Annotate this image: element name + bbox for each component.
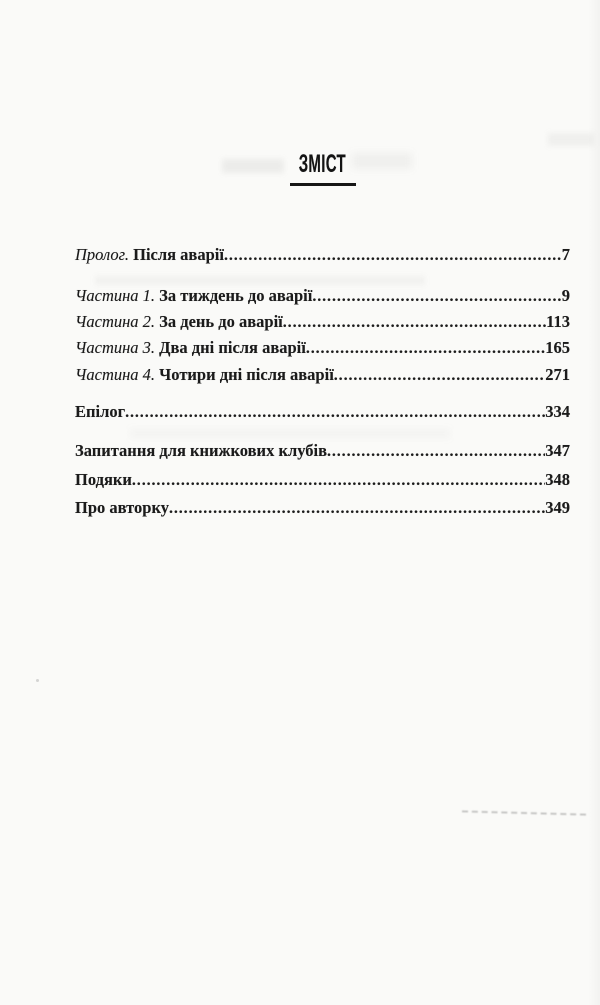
toc-entry-label bbox=[75, 286, 312, 306]
page-title-line bbox=[75, 152, 570, 177]
toc-entry-part-1 bbox=[75, 286, 570, 306]
toc-entry-page: 271 bbox=[545, 365, 570, 384]
toc-entry-label bbox=[75, 312, 283, 332]
toc-entry-book-club-questions bbox=[75, 441, 570, 461]
toc-entry-label bbox=[75, 338, 306, 358]
toc-entry-label-bold: За день до аварії bbox=[155, 312, 283, 331]
dot-leader bbox=[125, 402, 545, 423]
toc-entry-label-italic: Частина 4. bbox=[75, 365, 156, 384]
toc-header bbox=[75, 152, 570, 186]
toc-entry-label-bold: Чотири дні після аварії bbox=[155, 365, 334, 384]
toc-entry-page: 7 bbox=[561, 245, 570, 264]
dot-leader bbox=[306, 338, 545, 359]
dot-leader bbox=[334, 365, 545, 386]
dot-leader bbox=[283, 312, 546, 333]
dot-leader bbox=[312, 286, 561, 307]
toc-entry-page: 113 bbox=[546, 312, 570, 331]
toc-entry-label-bold: Подяки bbox=[75, 470, 132, 489]
dot-leader bbox=[169, 498, 545, 519]
toc-entry-page: 349 bbox=[545, 498, 570, 517]
toc-entry-page: 348 bbox=[545, 470, 570, 489]
dot-leader bbox=[132, 470, 545, 491]
toc-entry-page: 9 bbox=[561, 286, 570, 305]
title-underline bbox=[290, 183, 356, 186]
toc-entry-label bbox=[75, 470, 132, 490]
toc-entry-part-3 bbox=[75, 338, 570, 358]
toc-entry-label bbox=[75, 441, 327, 461]
toc-entry-label bbox=[75, 402, 125, 422]
scan-artifact-speck bbox=[36, 679, 39, 682]
scan-artifact bbox=[130, 429, 450, 438]
scan-artifact bbox=[95, 276, 425, 285]
toc-entry-prolog bbox=[75, 245, 570, 265]
toc-entry-page: 165 bbox=[545, 338, 570, 357]
toc-entry-part-4 bbox=[75, 365, 570, 385]
dot-leader bbox=[327, 441, 545, 462]
toc-entry-label-bold: Про авторку bbox=[75, 498, 169, 517]
toc-entry-label bbox=[75, 498, 169, 518]
toc-entry-part-2 bbox=[75, 312, 570, 332]
toc-entry-page: 334 bbox=[545, 402, 570, 421]
toc-entry-label-bold: Два дні після аварії bbox=[155, 338, 306, 357]
toc-entry-label-bold: Після аварії bbox=[129, 245, 224, 264]
toc-entry-label-bold: За тиждень до аварії bbox=[155, 286, 313, 305]
toc-entry-about-author bbox=[75, 498, 570, 518]
toc-entry-page: 347 bbox=[545, 441, 570, 460]
toc-entry-label-italic: Частина 3. bbox=[75, 338, 156, 357]
toc-entry-label-italic: Частина 1. bbox=[75, 286, 156, 305]
scan-artifact-page-curl-line bbox=[462, 810, 586, 815]
toc-entry-acknowledgements bbox=[75, 470, 570, 490]
scan-artifact bbox=[548, 133, 594, 146]
toc-entry-label bbox=[75, 245, 224, 265]
toc-entry-label bbox=[75, 365, 334, 385]
toc-entry-epilog bbox=[75, 402, 570, 422]
toc-entry-label-bold: Епілог bbox=[75, 402, 126, 421]
toc-entry-label-italic: Частина 2. bbox=[75, 312, 156, 331]
toc-entry-label-bold: Запитання для книжкових клубів bbox=[75, 441, 327, 460]
toc-entry-label-italic: Пролог. bbox=[75, 245, 129, 264]
dot-leader bbox=[224, 245, 562, 266]
page-title: ЗМІСТ bbox=[298, 150, 347, 178]
